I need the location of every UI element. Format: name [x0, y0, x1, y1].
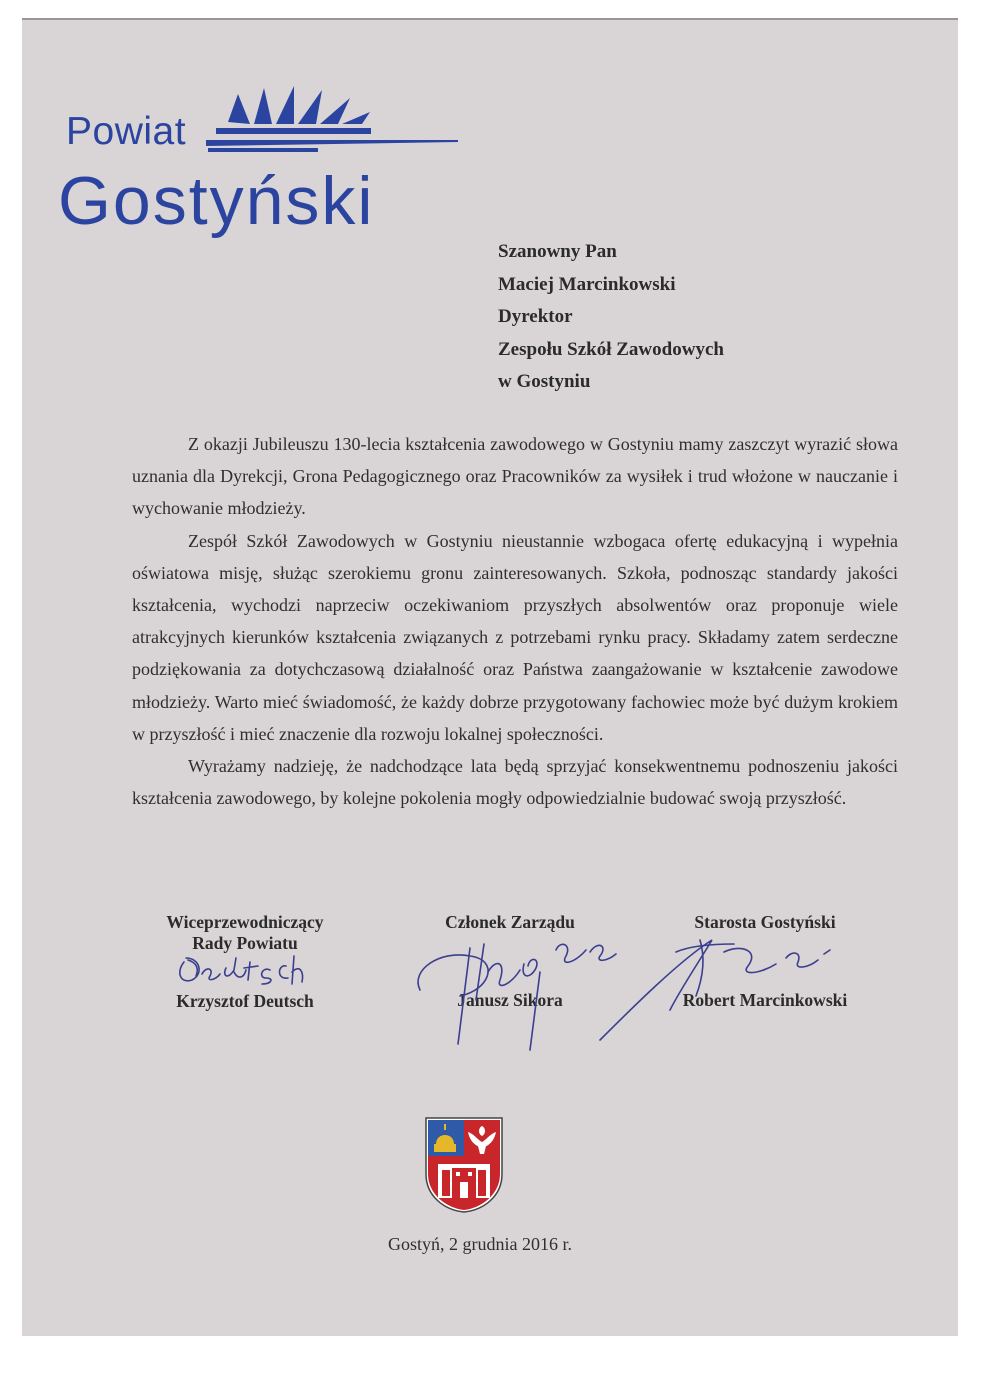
signature-block-board-member: [405, 912, 615, 1010]
signature-block-starosta: [660, 912, 870, 1010]
coat-of-arms-icon: [424, 1116, 504, 1214]
signatory-name: Janusz Sikora: [457, 990, 563, 1010]
signatory-name: Robert Marcinkowski: [682, 990, 848, 1010]
logo-text-gostynski: Gostyński: [58, 163, 375, 239]
recipient-salutation: Szanowny Pan: [498, 241, 617, 262]
signatory-title: Starosta Gostyński: [694, 912, 836, 932]
logo-text-powiat: Powiat: [66, 110, 187, 153]
letter-date: Gostyń, 2 grudnia 2016 r.: [388, 1234, 572, 1254]
recipient-block: [498, 236, 724, 399]
recipient-position: Dyrektor: [498, 306, 573, 327]
paragraph-1: Z okazji Jubileuszu 130-lecia kształcenia zawodowego w Gostyniu mamy zaszczyt wyrazić słowa uznania dla Dyrekcji, Grona Pedagogicznego oraz Pracowników za wysiłek i trud włożone w nauczanie i wychowanie młodzieży.: [132, 434, 898, 519]
powiat-logo: [58, 82, 458, 252]
letter-body: [132, 428, 898, 814]
paragraph-2: Zespół Szkół Zawodowych w Gostyniu nieustannie wzbogaca ofertę edukacyjną i wypełnia oświatowa misję, służąc szerokiemu gronu zainteresowanych. Szkoła, podnosząc standardy jakości kształcenia, wychodzi naprzeciw oczekiwaniom przyszłych absolwentów oraz proponuje wiele atrakcyjnych kierunków kształcenia związanych z potrzebami rynku pracy. Składamy zatem serdeczne podziękowania za dotychczasową działalność oraz Państwa zaangażowanie w kształcenie zawodowe młodzieży. Warto mieć świadomość, że każdy dobrze przygotowany fachowiec może być dużym krokiem w przyszłość i mieć znaczenie dla rozwoju lokalnej społeczności.: [132, 530, 898, 744]
paragraph-3: Wyrażamy nadzieję, że nadchodzące lata będą sprzyjać konsekwentnemu podnoszeniu jakości kształcenia zawodowego, by kolejne pokolenia mogły odpowiedzialnie budować swoją przyszłość.: [132, 756, 898, 809]
signatory-name: Krzysztof Deutsch: [176, 991, 314, 1011]
signatory-title: Wiceprzewodniczący: [166, 912, 324, 932]
signatory-title: Członek Zarządu: [445, 912, 575, 932]
recipient-name: Maciej Marcinkowski: [498, 273, 676, 295]
signatory-title-line2: Rady Powiatu: [192, 933, 298, 953]
red-castle-icon: [438, 1164, 490, 1198]
recipient-institution: Zespołu Szkół Zawodowych: [498, 338, 724, 360]
recipient-city: w Gostyniu: [498, 371, 591, 392]
signature-block-vice-chair: [135, 912, 355, 1011]
sunrise-logo-icon: [198, 82, 498, 157]
